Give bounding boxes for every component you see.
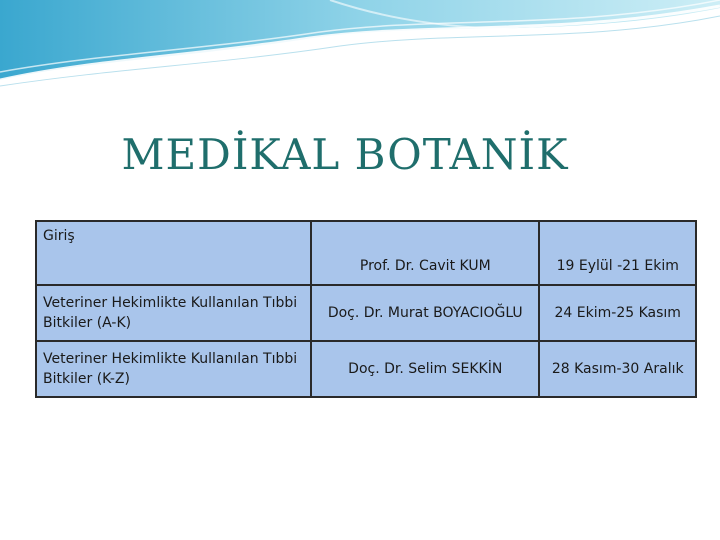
topic-cell: Veteriner Hekimlikte Kullanılan Tıbbi Bitkiler (A-K) [36, 285, 311, 341]
topic-cell: Veteriner Hekimlikte Kullanılan Tıbbi Bitkiler (K-Z) [36, 341, 311, 397]
topic-cell: Giriş [36, 221, 311, 285]
course-schedule-table [35, 220, 697, 398]
date-range-cell: 28 Kasım-30 Aralık [539, 341, 696, 397]
table-row [36, 341, 696, 397]
header-wave-decoration [0, 0, 720, 100]
lecturer-cell: Doç. Dr. Selim SEKKİN [311, 341, 539, 397]
date-range-cell: 24 Ekim-25 Kasım [539, 285, 696, 341]
lecturer-cell: Prof. Dr. Cavit KUM [311, 221, 539, 285]
table-row [36, 285, 696, 341]
slide-title: MEDİKAL BOTANİK [121, 130, 569, 179]
lecturer-cell: Doç. Dr. Murat BOYACIOĞLU [311, 285, 539, 341]
table-row [36, 221, 696, 285]
date-range-cell: 19 Eylül -21 Ekim [539, 221, 696, 285]
